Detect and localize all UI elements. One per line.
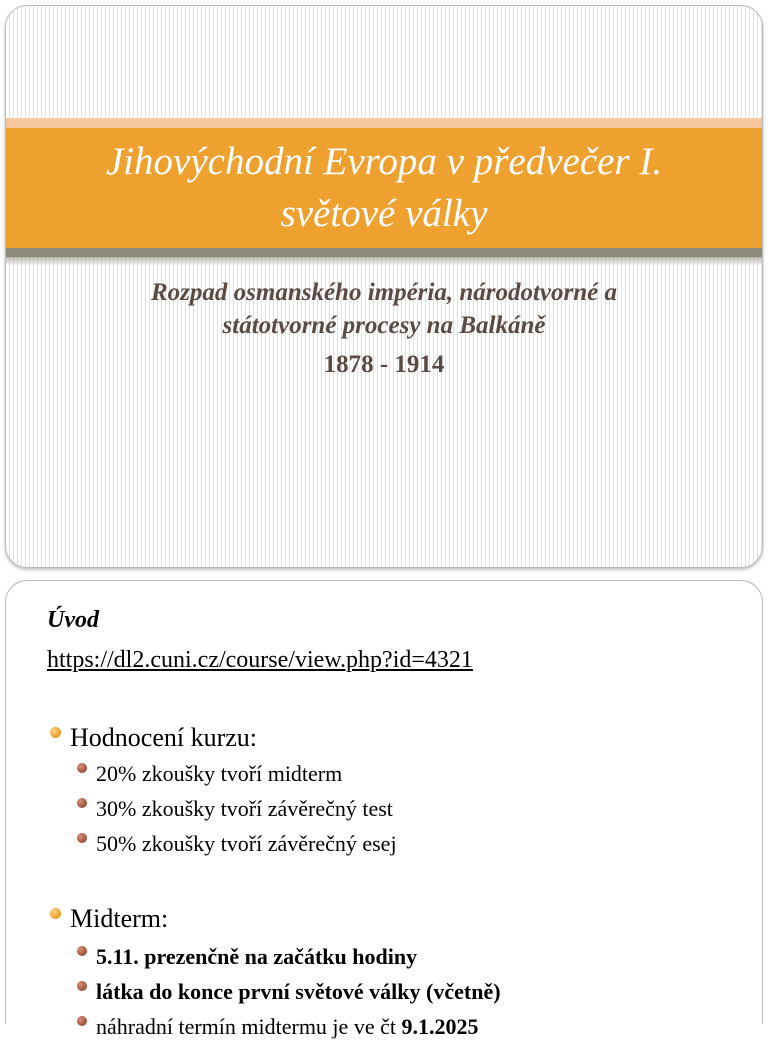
title-band-top-strip xyxy=(6,118,762,128)
sub-bullet-text: 5.11. prezenčně na začátku hodiny xyxy=(96,944,418,969)
sub-bullet-item xyxy=(47,756,742,791)
subtitle-line-2: státotvorné procesy na Balkáně xyxy=(222,312,546,339)
sub-bullet-icon xyxy=(77,763,87,773)
bullet-section-midterm xyxy=(47,902,742,1044)
bullet-label: Midterm: xyxy=(70,904,169,933)
slide-title-line-1: Jihovýchodní Evropa v předvečer I. xyxy=(105,140,663,183)
intro-heading: Úvod xyxy=(47,607,99,633)
title-band-bottom-strip xyxy=(6,248,762,257)
subtitle-line-1: Rozpad osmanského impéria, národotvorné a xyxy=(150,279,618,306)
bullet-item xyxy=(47,721,742,755)
sub-bullet-item xyxy=(47,1009,742,1044)
sub-bullet-text: látka do konce první světové války (včetně) xyxy=(96,979,501,1004)
slide-title-line-2: světové války xyxy=(280,192,488,235)
intro-slide xyxy=(5,580,763,1039)
sub-bullet-item xyxy=(47,791,742,826)
sub-bullet-list xyxy=(47,756,742,861)
sub-bullet-item xyxy=(47,939,742,974)
sub-bullet-text: 20% zkoušky tvoří midterm xyxy=(96,761,343,786)
bullet-item xyxy=(47,902,742,936)
bullet-icon xyxy=(50,727,61,738)
sub-bullet-icon xyxy=(77,798,87,808)
title-band-shadow xyxy=(6,257,762,266)
sub-bullet-text: 30% zkoušky tvoří závěrečný test xyxy=(96,796,393,821)
course-link[interactable]: https://dl2.cuni.cz/course/view.php?id=4321 xyxy=(47,647,473,673)
subtitle-years: 1878 - 1914 xyxy=(323,351,445,378)
intro-slide-content xyxy=(47,605,742,1044)
sub-bullet-item xyxy=(47,826,742,861)
title-band xyxy=(6,118,762,268)
sub-bullet-icon xyxy=(77,833,87,843)
bullet-label: Hodnocení kurzu: xyxy=(70,723,258,752)
bullet-icon xyxy=(50,908,61,919)
sub-bullet-text: 50% zkoušky tvoří závěrečný esej xyxy=(96,831,397,856)
sub-bullet-icon xyxy=(77,946,87,956)
sub-bullet-date: 9.1.2025 xyxy=(401,1014,479,1039)
sub-bullet-item xyxy=(47,974,742,1009)
sub-bullet-list xyxy=(47,939,742,1044)
sub-bullet-icon xyxy=(77,1016,87,1026)
slide-subtitle xyxy=(6,276,762,381)
sub-bullet-text: náhradní termín midtermu je ve čt xyxy=(96,1014,396,1039)
slide-title xyxy=(6,128,762,248)
title-slide xyxy=(5,5,763,568)
bullet-section-grading xyxy=(47,721,742,861)
sub-bullet-icon xyxy=(77,981,87,991)
